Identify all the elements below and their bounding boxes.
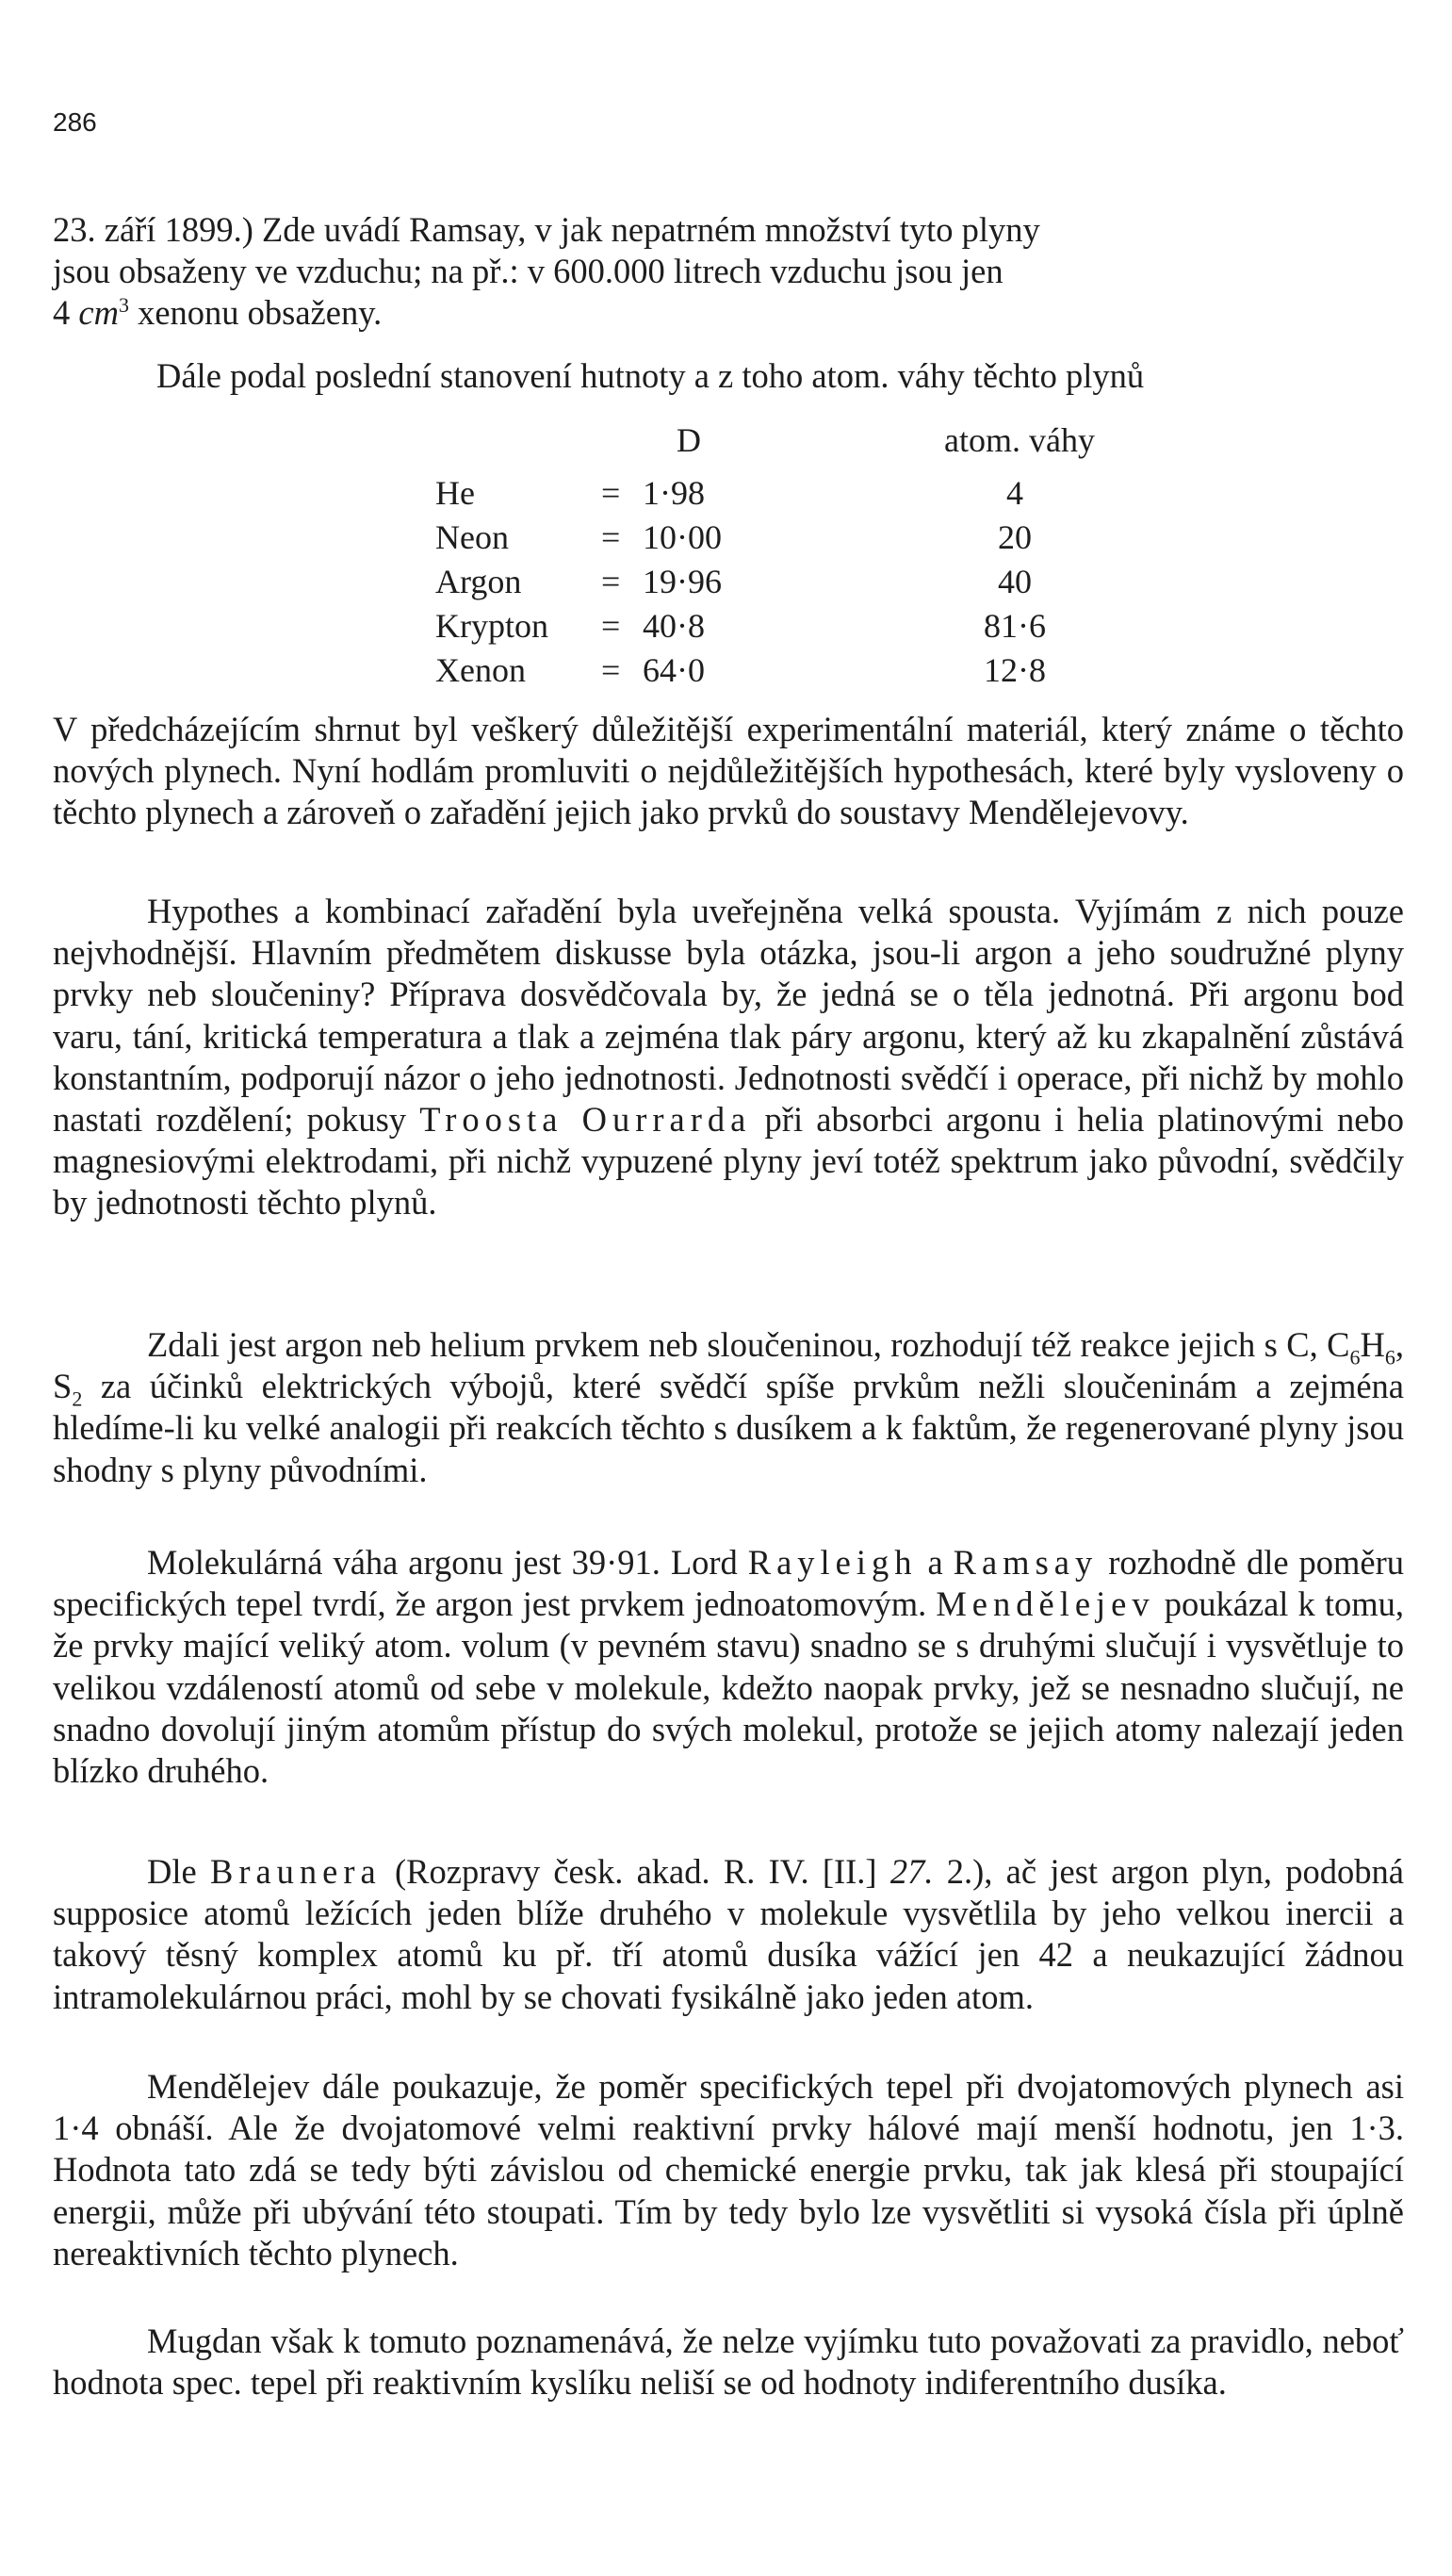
p4-text-b: a xyxy=(917,1543,954,1582)
intro-l3-a: 4 xyxy=(53,293,79,332)
weight-value: 20 xyxy=(998,518,1032,556)
p4-text-a: Molekulárná váha argonu jest 39·91. Lord xyxy=(147,1543,748,1582)
p4-text-d: poukázal k tomu, že prvky mající veliký atom. volum (v pevném stavu) snadno se s druhými slučují i vysvětluje to velikou vzdáleností atomů od sebe v molekule, kdežto naopak prvky, jež se nesnadno slučují, ne snadno dovolují jiným atomům přístup do svých molekul, protože se jejich atomy nalezají jeden blízko druhého. xyxy=(53,1584,1404,1791)
equals: = xyxy=(601,563,621,600)
paragraph-1: V předcházejícím shrnut byl veškerý důležitější experimentální materiál, který známe o těchto nových plynech. Nyní hodlám promluviti o nejdůležitějších hypothesách, které byly vysloveny o těchto plynech a zároveň o zařadění jejich jako prvků do soustavy Mendělejevovy. xyxy=(53,710,1404,832)
intro-line-1: 23. září 1899.) Zde uvádí Ramsay, v jak nepatrném množství tyto plyny xyxy=(53,210,1040,249)
intro-line-2: jsou obsaženy ve vzduchu; na př.: v 600.000 litrech vzduchu jsou jen xyxy=(53,252,1003,290)
weight-value: 81·6 xyxy=(984,607,1046,645)
density-value: 64·0 xyxy=(643,651,705,689)
p5-text-b: (Rozpravy česk. akad. R. IV. [II.] xyxy=(381,1852,890,1891)
element-name: Krypton xyxy=(435,607,548,645)
paragraph-2 xyxy=(53,891,1404,1224)
equals: = xyxy=(601,607,621,645)
paragraph-4 xyxy=(53,1542,1404,1792)
p3-text-c: , S xyxy=(53,1325,1404,1406)
volume-number: 27. xyxy=(889,1852,934,1891)
unit-cm: cm xyxy=(78,293,119,332)
header-weight: atom. váhy xyxy=(944,421,1095,459)
equals: = xyxy=(601,518,621,556)
table-row xyxy=(435,562,1114,603)
paragraph-7: Mugdan však k tomuto poznamenává, že nelze vyjímku tuto považovati za pravidlo, neboť hodnota spec. tepel při reaktivním kyslíku neliší se od hodnoty indiferentního dusíka. xyxy=(53,2322,1404,2403)
density-value: 10·00 xyxy=(643,518,722,556)
density-value: 19·96 xyxy=(643,563,722,600)
table-row xyxy=(435,606,1114,648)
element-name: Xenon xyxy=(435,651,526,689)
p5-text-c: 2.), ač jest argon plyn, podobná supposice atomů ležících jeden blíže druhého v molekule vysvětlila by jeho velkou inercii a takový těsný komplex atomů ku př. tří atomů dusíka vážící jen 42 a neukazující žádnou intramolekulárnou práci, mohl by se chovati fysikálně jako jeden atom. xyxy=(53,1852,1405,2016)
element-name: He xyxy=(435,474,475,512)
sub-6a: 6 xyxy=(1349,1345,1361,1370)
intro-line-4: Dále podal poslední stanovení hutnoty a z toho atom. váhy těchto plynů xyxy=(156,356,1145,395)
weight-value: 12·8 xyxy=(984,651,1046,689)
header-d: D xyxy=(677,421,701,459)
p3-text-b: H xyxy=(1360,1325,1385,1364)
paragraph-3 xyxy=(53,1324,1404,1491)
author-rayleigh: Rayleigh xyxy=(747,1543,918,1582)
element-name: Neon xyxy=(435,518,509,556)
element-name: Argon xyxy=(435,563,522,600)
paragraph-6: Mendělejev dále poukazuje, že poměr specifických tepel při dvojatomových plynech asi 1·4 obnáší. Ale že dvojatomové velmi reaktivní prvky hálové mají menší hodnotu, jen 1·3. Hodnota tato zdá se tedy býti závislou od chemické energie prvku, tak jak klesá při stoupající energii, může při ubývání této stoupati. Tím by tedy bylo lze vysvětliti si vysoká čísla při úplně nereaktivních těchto plynech. xyxy=(53,2067,1404,2272)
p2-text-b: při absorbci argonu i helia platinovými nebo magnesiovými elektrodami, při nichž vypuzené plyny jeví totéž spektrum jako původní, svědčily by jednotnosti těchto plynů. xyxy=(53,1100,1404,1222)
unit-sup: 3 xyxy=(118,292,129,317)
table-row xyxy=(435,517,1114,559)
author-brauner: Braunera xyxy=(209,1852,382,1891)
table-row xyxy=(435,473,1114,515)
density-value: 1·98 xyxy=(643,474,705,512)
p3-text-a: Zdali jest argon neb helium prvkem neb sloučeninou, rozhodují též reakce jejich s C, C xyxy=(147,1325,1350,1364)
table-header xyxy=(435,420,1114,462)
p2-text-a: Hypothes a kombinací zařadění byla uveřejněna velká spousta. Vyjímám z nich pouze nejvhodnější. Hlavním předmětem diskusse byla otázka, jsou-li argon a jeho soudružné plyny prvky neb sloučeniny? Příprava dosvědčovala by, že jedná se o těla jednotná. Při argonu bod varu, tání, kritická temperatura a tlak a zejména tlak páry argonu, který až ku zkapalnění zůstává konstantním, podporují názor o jeho jednotnosti. Jednotnosti svědčí i operace, při nichž by mohlo nastati rozdělení; pokusy xyxy=(53,892,1404,1140)
table-row xyxy=(435,650,1114,692)
author-ramsay: Ramsay xyxy=(953,1543,1099,1582)
paragraph-5 xyxy=(53,1851,1404,2018)
equals: = xyxy=(601,651,621,689)
sub-2: 2 xyxy=(72,1386,83,1411)
sub-6b: 6 xyxy=(1384,1345,1395,1370)
author-mendelejev: Mendělejev xyxy=(936,1584,1155,1624)
intro-line-3 xyxy=(53,292,1404,334)
intro-l3-b: xenonu obsaženy. xyxy=(128,293,383,332)
page-number: 286 xyxy=(53,107,97,137)
density-value: 40·8 xyxy=(643,607,705,645)
p4-text-c: rozhodně dle poměru specifických tepel tvrdí, že argon jest prvkem jednoatomovým. xyxy=(53,1543,1404,1624)
author-troost-ourrard: Troosta Ourrarda xyxy=(419,1100,752,1140)
p3-text-d: za účinků elektrických výbojů, které svědčí spíše prvkům nežli sloučeninám a zejména hledíme-li ku velké analogii při reakcích těchto s dusíkem a k faktům, že regenerované plyny jsou shodny s plyny původními. xyxy=(53,1367,1404,1489)
weight-value: 4 xyxy=(1006,474,1023,512)
weight-value: 40 xyxy=(998,563,1032,600)
equals: = xyxy=(601,474,621,512)
p5-text-a: Dle xyxy=(147,1852,210,1891)
